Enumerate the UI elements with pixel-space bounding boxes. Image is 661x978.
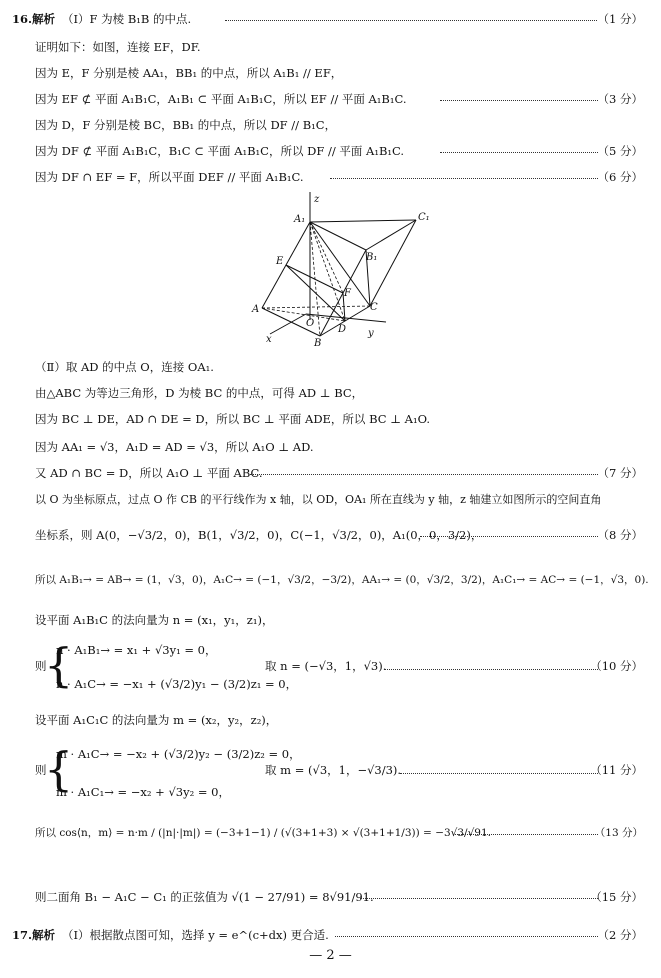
text-line: 因为 DF ⊄ 平面 A₁B₁C，B₁C ⊂ 平面 A₁B₁C，所以 DF // 平面 A₁B₁C. [35, 144, 405, 158]
q16-line-20 [0, 823, 661, 843]
q16-line-11 [0, 437, 661, 457]
label-b: B [314, 338, 322, 349]
score: （6 分） [597, 170, 643, 184]
edge-a1c1 [310, 220, 416, 222]
leader-dots [335, 925, 598, 937]
text-line: 设平面 A₁B₁C 的法向量为 n = (x₁，y₁，z₁)， [35, 613, 274, 627]
equation: n · A₁C→ = −x₁ + (√3/2)y₁ − (3/2)z₁ = 0， [56, 677, 298, 691]
label-x: x [266, 334, 272, 345]
leader-dots [385, 658, 598, 670]
part1-statement: （Ⅰ）F 为棱 B₁B 的中点. [62, 12, 192, 26]
q16-line-14 [0, 525, 661, 545]
text-line: 由△ABC 为等边三角形，D 为棱 BC 的中点，可得 AD ⊥ BC， [35, 386, 364, 400]
q16-line-13 [0, 490, 661, 510]
leader-dots [400, 762, 598, 774]
q16-line-15 [0, 570, 661, 590]
chosen-normal-m: 取 m = (√3，1，−√3/3). [265, 763, 402, 777]
q16-line-3 [0, 63, 661, 83]
text-line: 因为 DF ∩ EF = F，所以平面 DEF // 平面 A₁B₁C. [35, 170, 304, 184]
leader-dots [330, 167, 598, 179]
q16-line-5 [0, 115, 661, 135]
q16-line-1 [0, 9, 661, 29]
score: （5 分） [597, 144, 643, 158]
sine-result: 则二面角 B₁ − A₁C − C₁ 的正弦值为 √(1 − 27/91) = 8√91/91. [35, 890, 374, 904]
then-word: 则 [35, 659, 47, 673]
text-line: 因为 E，F 分别是棱 AA₁，BB₁ 的中点，所以 A₁B₁ // EF， [35, 66, 343, 80]
q16-line-18 [0, 710, 661, 730]
score: （11 分） [590, 763, 643, 777]
equation-system-1 [0, 638, 661, 698]
label-o: O [306, 318, 315, 329]
label-f: F [344, 288, 351, 299]
leader-dots [250, 463, 598, 475]
label-d: D [338, 324, 347, 335]
equation: n · A₁B₁→ = x₁ + √3y₁ = 0， [56, 643, 217, 657]
q16-line-4 [0, 89, 661, 109]
q16-line-6 [0, 141, 661, 161]
q16-line-2 [0, 37, 661, 57]
label-e: E [276, 256, 284, 267]
part1-statement: （Ⅰ）根据散点图可知，选择 y = e^(c+dx) 更合适. [62, 928, 329, 942]
text-line: 以 O 为坐标原点，过点 O 作 CB 的平行线作为 x 轴，以 OD，OA₁ 所在直线为 y 轴，z 轴建立如图所示的空间直角 [35, 493, 602, 506]
text-line: 因为 AA₁ = √3，A₁D = AD = √3，所以 A₁O ⊥ AD. [35, 440, 314, 454]
label-c: C [370, 302, 378, 313]
leader-dots [360, 887, 598, 899]
edge-ac-hidden [262, 306, 370, 308]
q16-line-9 [0, 383, 661, 403]
segment-a1c [310, 222, 370, 306]
score: （1 分） [597, 12, 643, 26]
score: （10 分） [590, 659, 643, 673]
score: （8 分） [597, 528, 643, 542]
equation: m · A₁C→ = −x₂ + (√3/2)y₂ − (3/2)z₂ = 0， [56, 747, 301, 761]
label-c1: C₁ [418, 212, 430, 223]
q16-line-10 [0, 409, 661, 429]
equation: m · A₁C₁→ = −x₂ + √3y₂ = 0， [56, 785, 230, 799]
q16-line-7 [0, 167, 661, 187]
q17-line-1 [0, 925, 661, 945]
text-line: 因为 D，F 分别是棱 BC，BB₁ 的中点，所以 DF // B₁C， [35, 118, 337, 132]
text-line: 设平面 A₁C₁C 的法向量为 m = (x₂，y₂，z₂)， [35, 713, 278, 727]
cosine-computation: 所以 cos⟨n，m⟩ = n·m / (|n|·|m|) = (−3+1−1) / (√(3+1+3) × √(3+1+1/3)) = −3√3/√91. [35, 827, 491, 839]
part2-statement: （Ⅱ）取 AD 的中点 O，连接 OA₁. [35, 360, 214, 374]
q16-line-8 [0, 357, 661, 377]
text-line: 坐标系，则 A(0，−√3/2，0)，B(1，√3/2，0)，C(−1，√3/2，0)，A₁(0，0，3/2)， [35, 528, 483, 542]
text-line: 所以 A₁B₁→ = AB→ = (1，√3，0)，A₁C→ = (−1，√3/2，−3/2)，AA₁→ = (0，√3/2，3/2)，A₁C₁→ = AC→ = (−1，√3，0). [35, 574, 649, 586]
left-brace: { [44, 742, 74, 796]
edge-c1c [370, 220, 416, 306]
label-a: A [252, 304, 260, 315]
q16-line-21 [0, 887, 661, 907]
label-z: z [314, 194, 320, 205]
q16-line-12 [0, 463, 661, 483]
label-a1: A₁ [294, 214, 306, 225]
leader-dots [420, 525, 598, 537]
score: （7 分） [597, 466, 643, 480]
score: （15 分） [590, 890, 643, 904]
segment-ed [286, 265, 345, 321]
label-y: y [368, 328, 374, 339]
score: （3 分） [597, 92, 643, 106]
text-line: 证明如下：如图，连接 EF，DF. [35, 40, 201, 54]
question-number: 16.解析 [12, 12, 56, 26]
label-b1: B₁ [366, 252, 378, 263]
leader-dots [225, 9, 597, 21]
text-line: 又 AD ∩ BC = D，所以 A₁O ⊥ 平面 ABC. [35, 466, 263, 480]
question-number: 17.解析 [12, 928, 56, 942]
leader-dots [440, 89, 598, 101]
then-word: 则 [35, 763, 47, 777]
equation-system-2 [0, 740, 661, 804]
score: （2 分） [597, 928, 643, 942]
q16-line-16 [0, 610, 661, 630]
chosen-normal-n: 取 n = (−√3，1，√3). [265, 659, 387, 673]
text-line: 因为 EF ⊄ 平面 A₁B₁C，A₁B₁ ⊂ 平面 A₁B₁C，所以 EF // 平面 A₁B₁C. [35, 92, 407, 106]
page-number: — 2 — [309, 948, 352, 963]
left-brace: { [44, 638, 74, 692]
text-line: 因为 BC ⊥ DE，AD ∩ DE = D，所以 BC ⊥ 平面 ADE，所以 BC ⊥ A₁O. [35, 412, 431, 426]
leader-dots [440, 141, 598, 153]
x-axis [270, 314, 306, 334]
prism-figure [248, 192, 438, 352]
score: （13 分） [594, 827, 643, 839]
leader-dots [455, 823, 598, 835]
